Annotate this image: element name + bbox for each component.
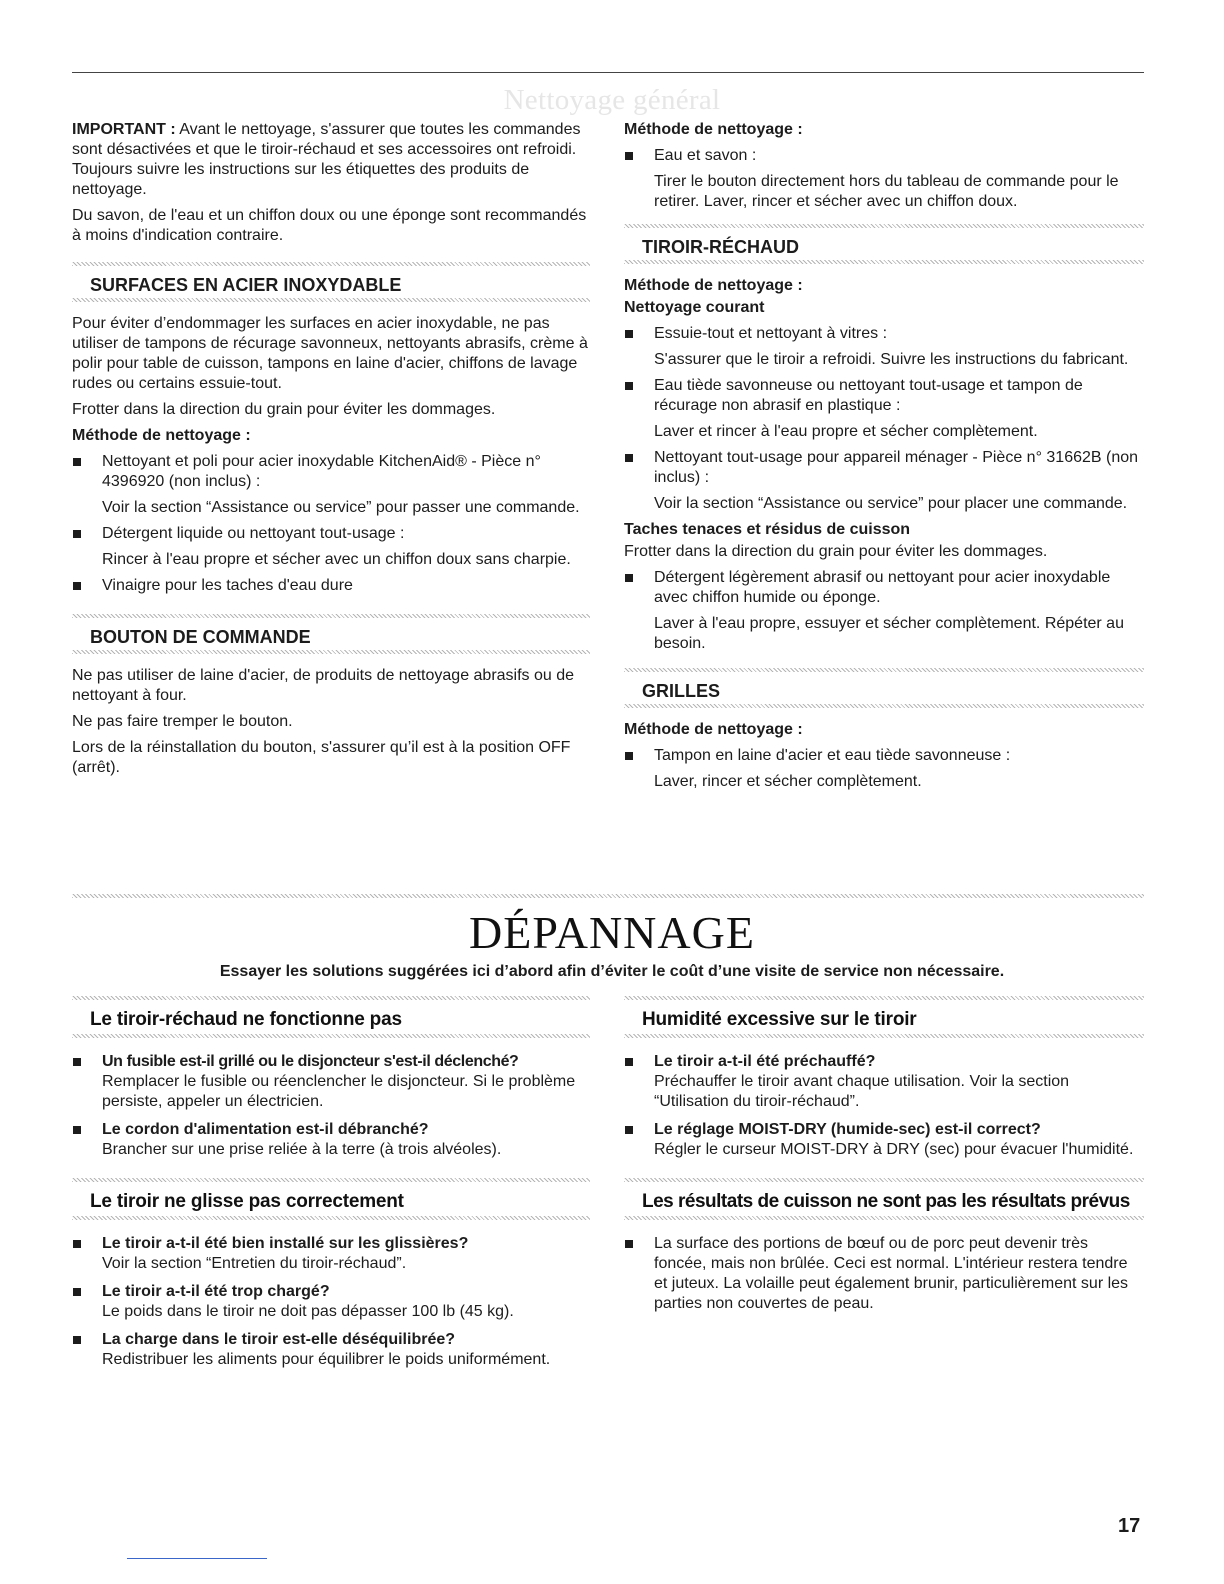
heading-not-sliding: Le tiroir ne glisse pas correctement	[90, 1191, 404, 1212]
list-item: Essuie-tout et nettoyant à vitres :	[624, 324, 1144, 344]
divider	[72, 650, 590, 654]
heading-cooking-results: Les résultats de cuisson ne sont pas les résultats prévus	[642, 1191, 1130, 1212]
knob-paragraph: Ne pas faire tremper le bouton.	[72, 713, 293, 730]
question: Le cordon d'alimentation est-il débranché?	[102, 1121, 429, 1138]
answer: Brancher sur une prise reliée à la terre (à trois alvéoles).	[102, 1141, 502, 1158]
heading-knob: BOUTON DE COMMANDE	[90, 627, 311, 647]
question: Le tiroir a-t-il été bien installé sur les glissières?	[102, 1235, 469, 1252]
divider	[624, 704, 1144, 708]
stainless-paragraph: Pour éviter d’endommager les surfaces en acier inoxydable, ne pas utiliser de tampons de récurage savonneux, nettoyants abrasifs, crème à polir pour table de cuisson, tampons en laine d'acier, chiffons de lavage rudes ou certains essuie-tout.	[72, 315, 588, 392]
answer: Voir la section “Entretien du tiroir-réchaud”.	[102, 1255, 407, 1272]
answer: Redistribuer les aliments pour équilibrer le poids uniformément.	[102, 1351, 551, 1368]
list-item-detail: Rincer à l'eau propre et sécher avec un chiffon doux sans charpie.	[102, 551, 571, 568]
question: Le réglage MOIST-DRY (humide-sec) est-il correct?	[654, 1121, 1041, 1138]
divider	[72, 298, 590, 302]
divider	[72, 1034, 590, 1038]
list-item: Détergent légèrement abrasif ou nettoyant pour acier inoxydable avec chiffon humide ou éponge.	[624, 568, 1144, 608]
divider	[624, 1216, 1144, 1220]
answer: Le poids dans le tiroir ne doit pas dépasser 100 lb (45 kg).	[102, 1303, 514, 1320]
list-item-detail: Laver et rincer à l'eau propre et sécher complètement.	[654, 423, 1038, 440]
important-paragraph	[72, 120, 590, 200]
method-label: Méthode de nettoyage :	[72, 427, 251, 444]
list-item	[624, 1052, 1144, 1112]
routine-label: Nettoyage courant	[624, 299, 765, 316]
divider	[72, 1216, 590, 1220]
list-item-detail: Voir la section “Assistance ou service” pour placer une commande.	[654, 495, 1128, 512]
list-item: Tampon en laine d'acier et eau tiède savonneuse :	[624, 746, 1144, 766]
important-label: IMPORTANT :	[72, 121, 176, 138]
intro-paragraph: Du savon, de l'eau et un chiffon doux ou une éponge sont recommandés à moins d'indication contraire.	[72, 207, 587, 244]
list-item	[72, 1330, 590, 1370]
page-number: 17	[1118, 1515, 1141, 1537]
troubleshooting-subtitle: Essayer les solutions suggérées ici d’abord afin d’éviter le coût d’une visite de service non nécessaire.	[219, 963, 1005, 980]
list-item: Eau tiède savonneuse ou nettoyant tout-usage et tampon de récurage non abrasif en plastique :	[624, 376, 1144, 416]
list-item: Nettoyant tout-usage pour appareil ménager - Pièce n° 31662B (non inclus) :	[624, 448, 1144, 488]
heading-humidity: Humidité excessive sur le tiroir	[642, 1009, 917, 1030]
list-item-detail: Tirer le bouton directement hors du tableau de commande pour le retirer. Laver, rincer et sécher avec un chiffon doux.	[654, 173, 1119, 210]
list-item-detail: S'assurer que le tiroir a refroidi. Suivre les instructions du fabricant.	[654, 351, 1129, 368]
method-label: Méthode de nettoyage :	[624, 121, 803, 138]
important-text: Avant le nettoyage, s'assurer que toutes les commandes sont désactivées et que le tiroir-réchaud et ses accessoires ont refroidi. Toujours suivre les instructions sur les étiquettes des produits de nettoyage.	[72, 121, 581, 198]
list-item: Nettoyant et poli pour acier inoxydable KitchenAid® - Pièce n° 4396920 (non inclus) :	[72, 452, 590, 492]
method-label: Méthode de nettoyage :	[624, 721, 803, 738]
divider	[624, 1034, 1144, 1038]
heading-drawer: TIROIR-RÉCHAUD	[642, 237, 799, 257]
list-item: Eau et savon :	[624, 146, 1144, 166]
list-item	[624, 1120, 1144, 1160]
top-rule	[72, 72, 1144, 73]
list-item: Détergent liquide ou nettoyant tout-usage :	[72, 524, 590, 544]
knob-paragraph: Ne pas utiliser de laine d'acier, de produits de nettoyage abrasifs ou de nettoyant à four.	[72, 667, 575, 704]
heading-stainless: SURFACES EN ACIER INOXYDABLE	[90, 275, 402, 295]
answer: Préchauffer le tiroir avant chaque utilisation. Voir la section “Utilisation du tiroir-réchaud”.	[654, 1073, 1070, 1110]
answer: Régler le curseur MOIST-DRY à DRY (sec) pour évacuer l'humidité.	[654, 1141, 1134, 1158]
troubleshooting-title: DÉPANNAGE	[469, 907, 755, 958]
question: Le tiroir a-t-il été préchauffé?	[654, 1053, 876, 1070]
list-item-detail: Laver à l'eau propre, essuyer et sécher complètement. Répéter au besoin.	[654, 615, 1124, 652]
list-item: La surface des portions de bœuf ou de porc peut devenir très foncée, mais non brûlée. Ceci est normal. L'intérieur restera tendre et juteux. La volaille peut également brunir, particulièrement sur les parties non couvertes de peau.	[624, 1234, 1144, 1314]
heading-not-working: Le tiroir-réchaud ne fonctionne pas	[90, 1009, 402, 1030]
heading-racks: GRILLES	[642, 681, 721, 701]
right-column	[624, 120, 1144, 798]
question: Le tiroir a-t-il été trop chargé?	[102, 1283, 330, 1300]
stainless-grain-paragraph: Frotter dans la direction du grain pour éviter les dommages.	[72, 401, 496, 418]
stains-label: Taches tenaces et résidus de cuisson	[624, 521, 911, 538]
list-item	[72, 1120, 590, 1160]
question: La charge dans le tiroir est-elle déséquilibrée?	[102, 1331, 456, 1348]
troubleshooting-left	[72, 996, 590, 1376]
list-item-detail: Voir la section “Assistance ou service” pour passer une commande.	[102, 499, 580, 516]
knob-paragraph: Lors de la réinstallation du bouton, s'assurer qu’il est à la position OFF (arrêt).	[72, 739, 571, 776]
answer: Remplacer le fusible ou réenclencher le disjoncteur. Si le problème persiste, appeler un électricien.	[102, 1073, 576, 1110]
footer-line	[127, 1558, 267, 1559]
section-title-cleaning: Nettoyage général	[503, 84, 721, 116]
list-item	[72, 1234, 590, 1274]
left-column	[72, 120, 590, 784]
troubleshooting-right	[624, 996, 1144, 1320]
question: Un fusible est-il grillé ou le disjoncteur s'est-il déclenché?	[102, 1053, 519, 1070]
list-item: Vinaigre pour les taches d'eau dure	[72, 576, 590, 596]
stains-paragraph: Frotter dans la direction du grain pour éviter les dommages.	[624, 543, 1048, 560]
divider	[624, 260, 1144, 264]
list-item	[72, 1282, 590, 1322]
divider	[72, 894, 1144, 898]
list-item-detail: Laver, rincer et sécher complètement.	[654, 773, 922, 790]
method-label: Méthode de nettoyage :	[624, 277, 803, 294]
list-item	[72, 1052, 590, 1112]
